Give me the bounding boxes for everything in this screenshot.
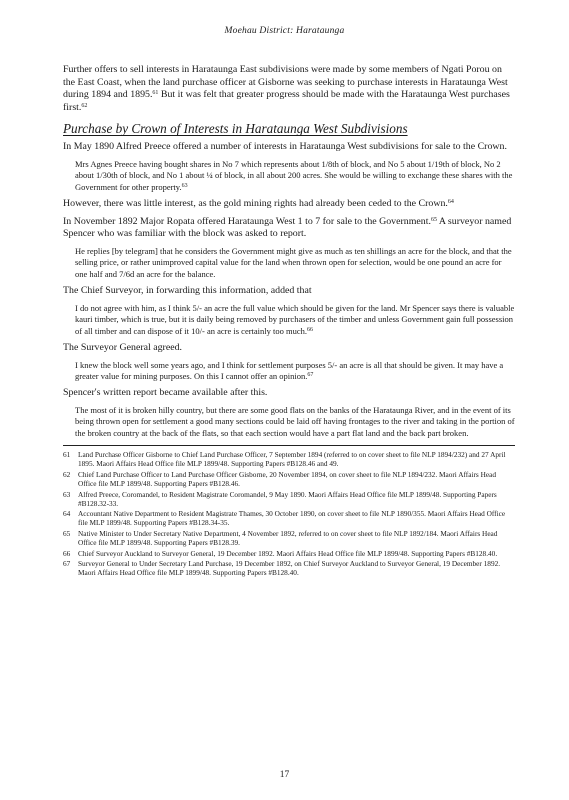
quote-text: The most of it is broken hilly country, but there are some good flats on the banks of the Harataunga River, and in the event of its being thrown open for settlement a good many sections could be laid off having frontages to the river and taking in the portion of the broken country at the back of the flats, so that each section would have a part flat land and the back part broken. <box>75 405 515 438</box>
footnote-number: 64 <box>63 509 71 519</box>
footnote-ref[interactable]: 65 <box>430 216 437 223</box>
footnote-text: Chief Surveyor Auckland to Surveyor General, 19 December 1892. Maori Affairs Head Office file MLP 1899/48. Supporting Papers #B128.40. <box>78 548 498 558</box>
footnote-number: 62 <box>63 469 71 479</box>
section-heading-text: Purchase by Crown of Interests in Harataunga West Subdivisions <box>63 121 408 137</box>
footnote-item <box>63 529 515 547</box>
block-quote-chief-surveyor <box>75 303 515 337</box>
footnote-text: Chief Land Purchase Officer to Land Purchase Officer Gisborne, 20 November 1894, on cover sheet to file NLP 1894/232. Maori Affairs Head Office file MLP 1899/48. Supporting Papers #B128.46. <box>78 469 496 488</box>
footnote-item <box>63 450 515 468</box>
section-heading <box>63 121 515 137</box>
footnote-number: 65 <box>63 528 71 538</box>
page-number: 17 <box>279 770 290 780</box>
paragraph-ropata-offer <box>63 216 515 241</box>
footnote-text: Accountant Native Department to Resident Magistrate Thames, 30 October 1890, on cover sheet to file NLP 1890/355. Maori Affairs Head Office file MLP 1899/48. Supporting Papers #B128.34-35. <box>78 509 506 528</box>
paragraph-text: However, there was little interest, as the gold mining rights had already been ceded to the Crown. <box>63 198 448 210</box>
footnote-text: Native Minister to Under Secretary Native Department, 4 November 1892, referred to on cover sheet to file NLP 1892/184. Maori Affairs Head Office file MLP 1899/48. Supporting Papers #B128.39. <box>78 528 498 548</box>
block-quote-preece <box>75 159 515 193</box>
footnote-item <box>63 490 515 508</box>
footnote-item <box>63 559 515 577</box>
footnote-ref[interactable]: 67 <box>307 372 314 378</box>
footnote-number: 66 <box>63 548 71 558</box>
paragraph-text: Spencer's written report became available after this. <box>63 387 268 399</box>
paragraph-text: In November 1892 Major Ropata offered Harataunga West 1 to 7 for sale to the Government. <box>63 215 431 227</box>
footnote-divider <box>63 445 515 446</box>
paragraph-surveyor-general <box>63 342 515 355</box>
footnotes-list <box>63 450 515 577</box>
block-quote-spencer <box>75 405 515 439</box>
footnote-text: Surveyor General to Under Secretary Land Purchase, 19 December 1892, on Chief Surveyor Auckland to Surveyor General, 19 December 1892. Maori Affairs Head Office file MLP 1899/48. Supporting Papers #B128.40. <box>78 559 501 578</box>
footnote-number: 63 <box>63 489 71 499</box>
footnote-ref[interactable]: 62 <box>81 102 88 109</box>
paragraph-text: The Chief Surveyor, in forwarding this information, added that <box>63 285 312 297</box>
paragraph-chief-surveyor <box>63 285 515 298</box>
running-header: Moehau District: Harataunga <box>224 26 345 36</box>
footnote-item <box>63 509 515 527</box>
footnote-item <box>63 549 515 558</box>
block-quote-telegram <box>75 246 515 280</box>
paragraph-spencer-report <box>63 387 515 400</box>
block-quote-surveyor-general <box>75 360 515 383</box>
quote-text: I knew the block well some years ago, and I think for settlement purposes 5/- an acre is all that should be given. It may have a greater value for mining purposes. On this I cannot offer an opinion. <box>75 359 504 381</box>
footnote-ref[interactable]: 64 <box>447 199 454 206</box>
quote-text: Mrs Agnes Preece having bought shares in No 7 which represents about 1/8th of block, and No 5 about 1/19th of block, No 2 about 1/30th of block, and No 1 about ¼ of block, in all about 200 acres. She would be willing to exchange these shares with the Government for other property. <box>75 158 513 192</box>
paragraph-text: The Surveyor General agreed. <box>63 342 182 353</box>
footnote-ref[interactable]: 66 <box>307 326 314 333</box>
main-content <box>63 64 515 579</box>
footnote-ref[interactable]: 61 <box>152 90 159 97</box>
quote-text: I do not agree with him, as I think 5/- an acre the full value which should be given for the land. Mr Spencer says there is valuable kauri timber, which is true, but it is daily being removed by purchasers of the timber and unless Government gain full possession of all timber and can dispose of it 10/- an acre is certainly too much. <box>75 302 515 336</box>
footnote-number: 61 <box>63 450 71 460</box>
footnote-number: 67 <box>63 559 71 569</box>
paragraph-preece-offer <box>63 141 515 154</box>
paragraph-little-interest <box>63 198 515 211</box>
footnote-text: Alfred Preece, Coromandel, to Resident Magistrate Coromandel, 9 May 1890. Maori Affairs Head Office file MLP 1899/48. Supporting Papers #B128.32-33. <box>78 489 497 508</box>
quote-text: He replies [by telegram] that he considers the Government might give as much as ten shillings an acre for the block, and that the selling price, or rather unimproved capital value for the land when thrown open for selection, would be one pound an acre for one half and 7/6d an acre for the balance. <box>75 245 512 279</box>
footnote-ref[interactable]: 63 <box>181 182 188 189</box>
footnote-text: Land Purchase Officer Gisborne to Chief Land Purchase Officer, 7 September 1894 (referred to on cover sheet to file NLP 1894/232) and 27 April 1895. Maori Affairs Head Office file MLP 1899/48. Supporting Papers #B128.46 and 49. <box>78 450 506 469</box>
footnote-item <box>63 470 515 488</box>
paragraph-text: But it was felt that greater progress should be made with the Harataunga West purchases first. <box>63 89 510 113</box>
paragraph-further-offers <box>63 64 515 114</box>
paragraph-text: A surveyor named Spencer who was familiar with the block was asked to report. <box>63 215 512 240</box>
paragraph-text: Further offers to sell interests in Harataunga East subdivisions were made by some members of Ngati Porou on the East Coast, when the land purchase officer at Gisborne was seeking to purchase interests in Harataunga West during 1894 and 1895. <box>63 64 508 101</box>
paragraph-text: In May 1890 Alfred Preece offered a number of interests in Harataunga West subdivisions for sale to the Crown. <box>63 141 507 153</box>
